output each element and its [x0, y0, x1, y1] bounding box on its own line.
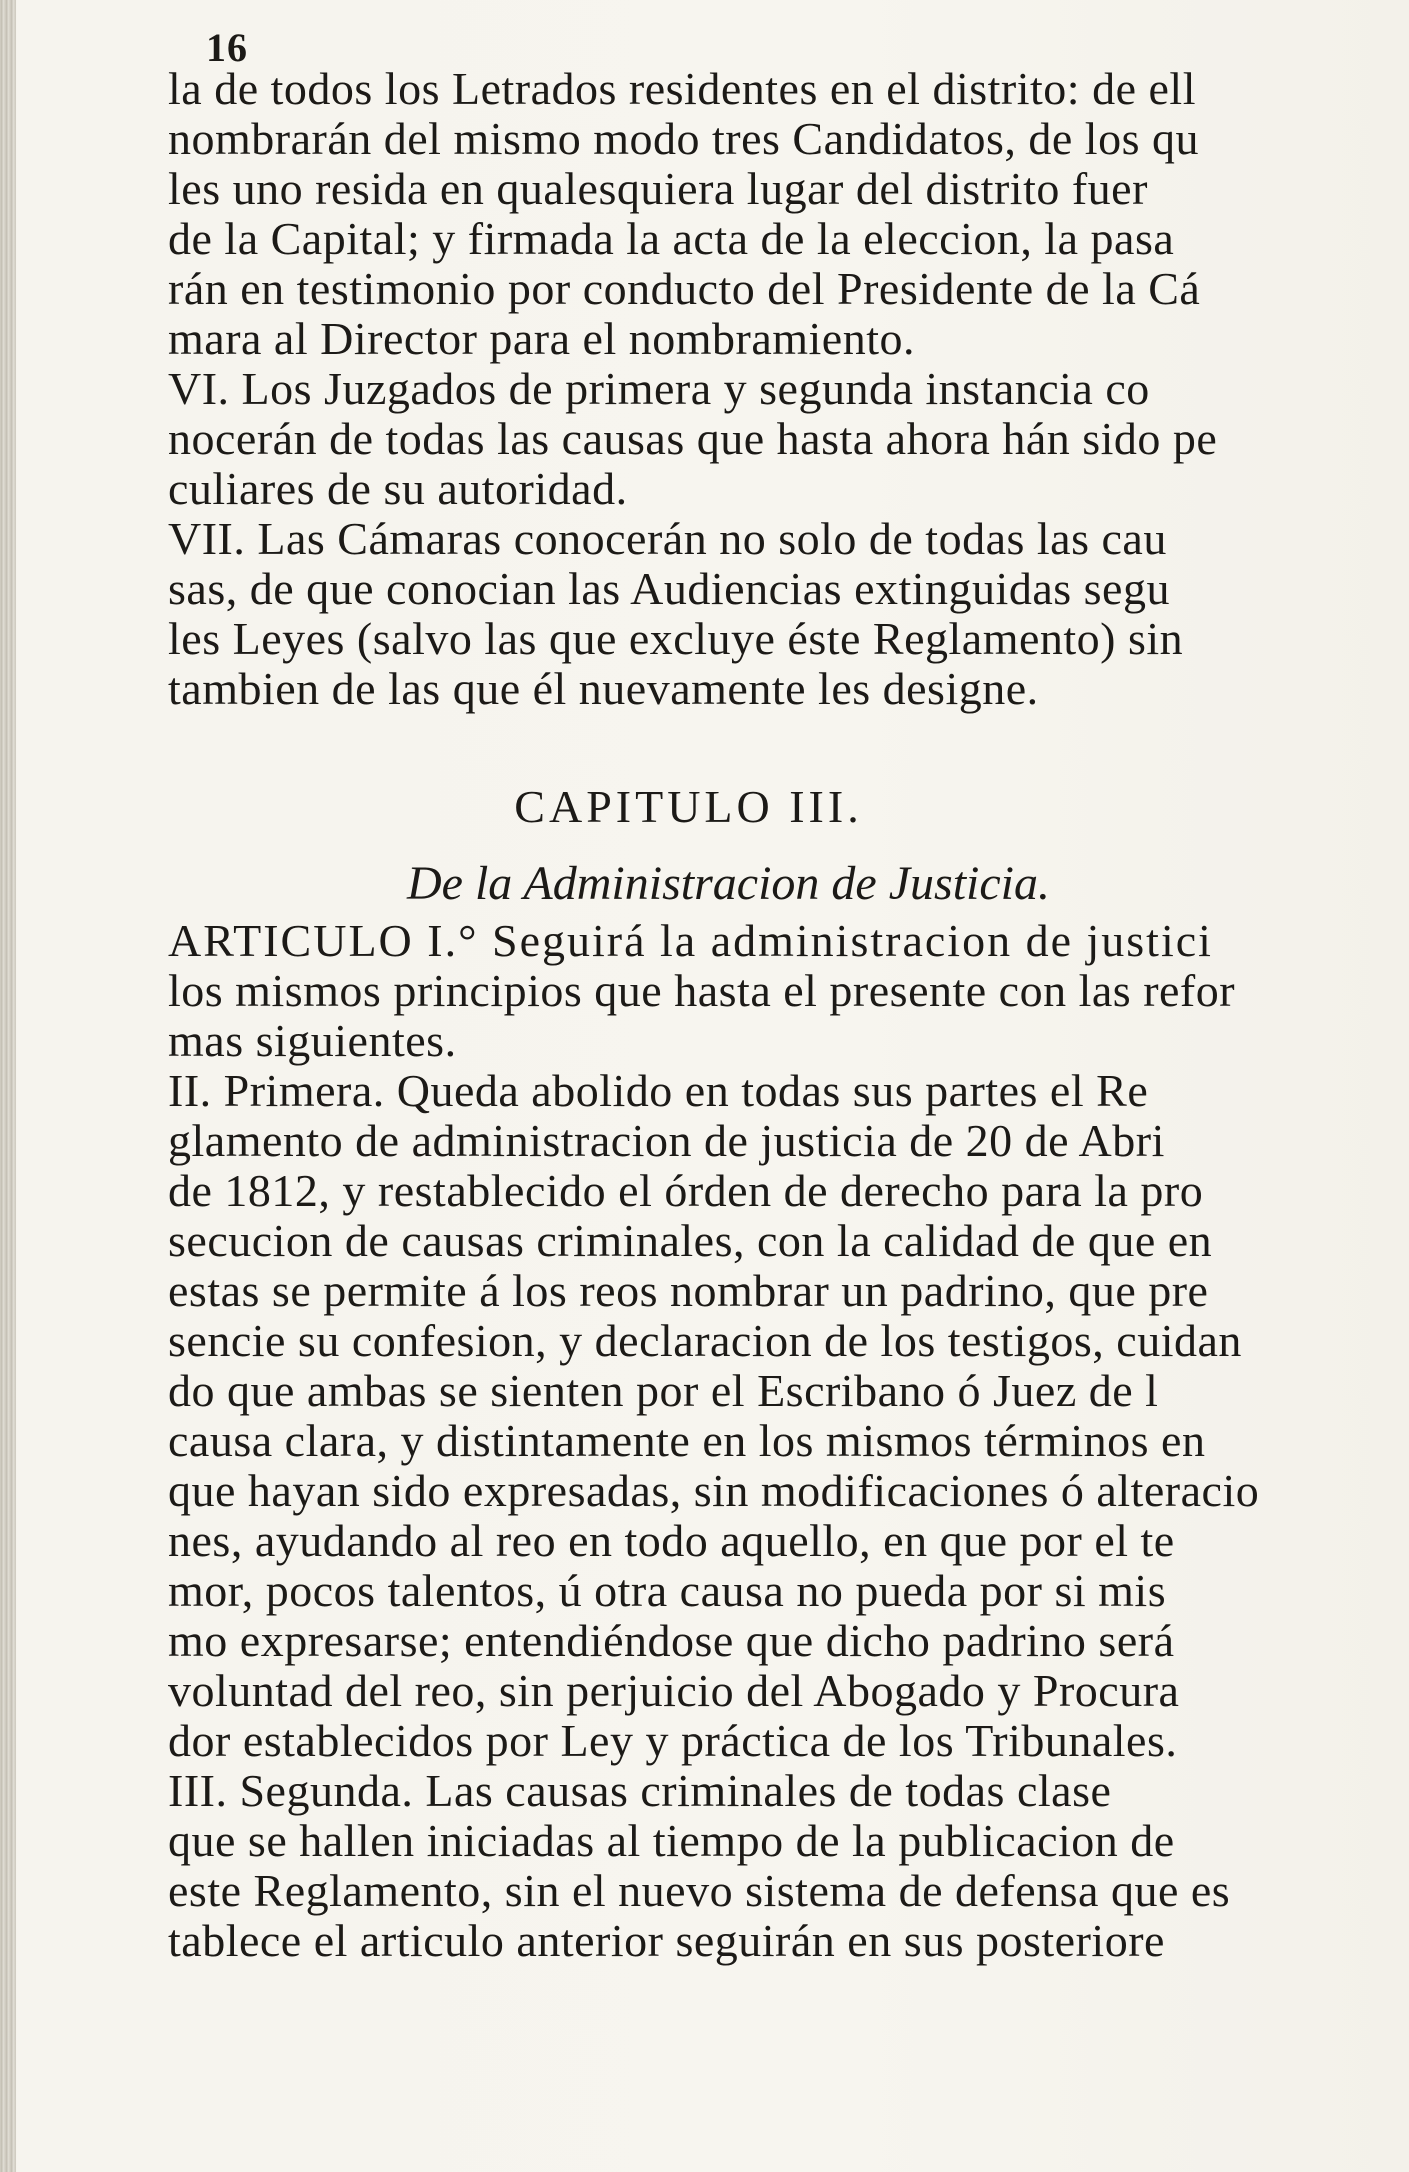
- page-number: 16: [206, 25, 248, 70]
- lower-paragraphs: [168, 916, 1409, 1966]
- text-line: mo expresarse; entendiéndose que dicho padrino será: [168, 1616, 1175, 1666]
- text-line: voluntad del reo, sin perjuicio del Abogado y Procura: [168, 1666, 1180, 1716]
- text-line: tambien de las que él nuevamente les designe.: [168, 664, 1039, 714]
- text-line: les Leyes (salvo las que excluye éste Reglamento) sin: [168, 614, 1184, 664]
- text-line: de la Capital; y firmada la acta de la eleccion, la pasa: [168, 214, 1175, 264]
- text-line: este Reglamento, sin el nuevo sistema de defensa que es: [168, 1866, 1231, 1916]
- text-line: mara al Director para el nombramiento.: [168, 314, 916, 364]
- text-line: que hayan sido expresadas, sin modificaciones ó alteracio: [168, 1466, 1260, 1516]
- text-line: estas se permite á los reos nombrar un padrino, que pre: [168, 1266, 1209, 1316]
- text-line: II. Primera. Queda abolido en todas sus partes el Re: [168, 1066, 1149, 1116]
- text-line: nombrarán del mismo modo tres Candidatos, de los qu: [168, 114, 1199, 164]
- text-line: sas, de que conocian las Audiencias extinguidas segu: [168, 564, 1170, 614]
- text-line: dor establecidos por Ley y práctica de los Tribunales.: [168, 1716, 1178, 1766]
- text-line: ARTICULO I.° Seguirá la administracion de justici: [168, 916, 1213, 966]
- text-line: VII. Las Cámaras conocerán no solo de todas las cau: [168, 514, 1167, 564]
- text-line: VI. Los Juzgados de primera y segunda instancia co: [168, 364, 1150, 414]
- text-line: causa clara, y distintamente en los mismos términos en: [168, 1416, 1206, 1466]
- text-line: nocerán de todas las causas que hasta ahora hán sido pe: [168, 414, 1218, 464]
- text-line: que se hallen iniciadas al tiempo de la publicacion de: [168, 1816, 1175, 1866]
- text-line: mas siguientes.: [168, 1016, 457, 1066]
- text-line: la de todos los Letrados residentes en el distrito: de ell: [168, 64, 1196, 114]
- page-binding-edge: [0, 0, 16, 2172]
- upper-paragraphs: [168, 64, 1409, 714]
- text-line: III. Segunda. Las causas criminales de todas clase: [168, 1766, 1112, 1816]
- text-line: los mismos principios que hasta el presente con las refor: [168, 966, 1236, 1016]
- text-line: rán en testimonio por conducto del Presidente de la Cá: [168, 264, 1201, 314]
- text-line: nes, ayudando al reo en todo aquello, en que por el te: [168, 1516, 1175, 1566]
- body-text: [168, 64, 1409, 1966]
- text-line: les uno resida en qualesquiera lugar del distrito fuer: [168, 164, 1148, 214]
- text-line: glamento de administracion de justicia de 20 de Abri: [168, 1116, 1165, 1166]
- chapter-subtitle: De la Administracion de Justicia.: [406, 857, 1051, 910]
- text-line: de 1812, y restablecido el órden de derecho para la pro: [168, 1166, 1204, 1216]
- text-line: sencie su confesion, y declaracion de los testigos, cuidan: [168, 1316, 1242, 1366]
- chapter-heading: CAPITULO III.: [514, 781, 863, 832]
- text-line: mor, pocos talentos, ú otra causa no pueda por si mis: [168, 1566, 1167, 1616]
- text-line: culiares de su autoridad.: [168, 464, 628, 514]
- text-line: do que ambas se sienten por el Escribano ó Juez de l: [168, 1366, 1159, 1416]
- text-line: secucion de causas criminales, con la calidad de que en: [168, 1216, 1213, 1266]
- text-line: tablece el articulo anterior seguirán en sus posteriore: [168, 1916, 1165, 1966]
